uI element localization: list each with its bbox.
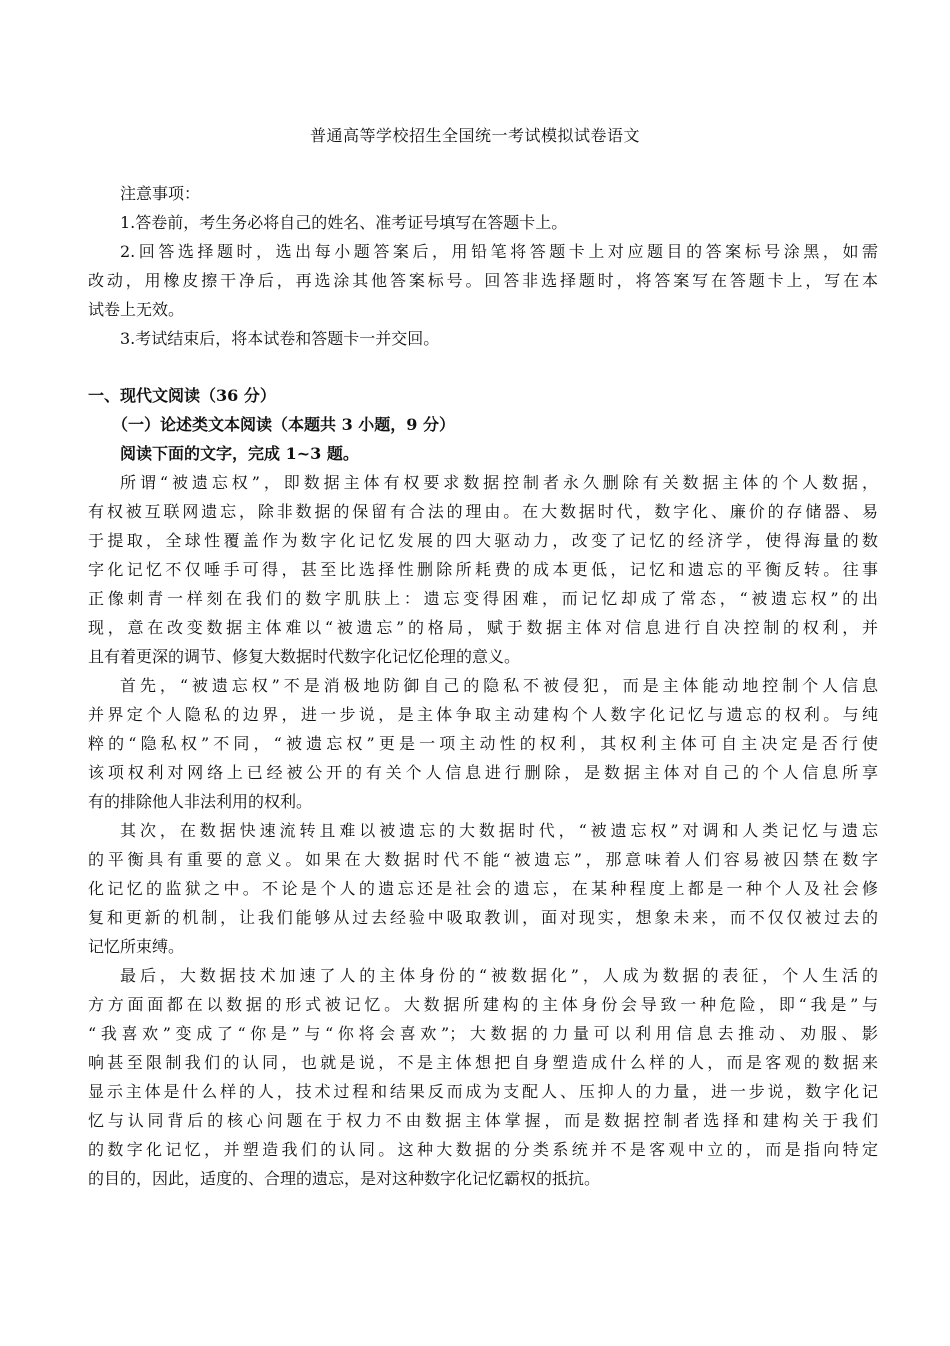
passage-line: 的平衡具有重要的意义。如果在大数据时代不能“被遗忘”，那意味着人们容易被囚禁在数字: [88, 850, 878, 869]
reading-instruction: 阅读下面的文字，完成 1~3 题。: [120, 444, 359, 463]
notes-line: 2.回答选择题时，选出每小题答案后，用铅笔将答题卡上对应题目的答案标号涂黑，如需: [120, 242, 878, 261]
passage-line: 于提取，全球性覆盖作为数字化记忆发展的四大驱动力，改变了记忆的经济学，使得海量的数: [88, 531, 878, 550]
section-heading: 一、现代文阅读（36 分）: [88, 386, 276, 405]
passage-line: 该项权利对网络上已经被公开的有关个人信息进行删除，是数据主体对自己的个人信息所享: [88, 763, 878, 782]
notes-line: 改动，用橡皮擦干净后，再选涂其他答案标号。回答非选择题时，将答案写在答题卡上，写在本: [88, 271, 878, 290]
passage-line: 忆与认同背后的核心问题在于权力不由数据主体掌握，而是数据控制者选择和建构关于我们: [88, 1111, 878, 1130]
section-subheading: （一）论述类文本阅读（本题共 3 小题，9 分）: [112, 415, 455, 434]
passage-line: 首先，“被遗忘权”不是消极地防御自己的隐私不被侵犯，而是主体能动地控制个人信息: [120, 676, 878, 695]
passage-line: 的目的，因此，适度的、合理的遗忘，是对这种数字化记忆霸权的抵抗。: [88, 1169, 601, 1188]
passage-line: “我喜欢”变成了“你是”与“你将会喜欢”；大数据的力量可以利用信息去推动、劝服、影: [88, 1024, 878, 1043]
passage-line: 最后，大数据技术加速了人的主体身份的“被数据化”，人成为数据的表征，个人生活的: [120, 966, 878, 985]
notes-heading: 注意事项：: [120, 184, 201, 203]
notes-line: 1.答卷前，考生务必将自己的姓名、准考证号填写在答题卡上。: [120, 213, 568, 232]
passage-line: 显示主体是什么样的人，技术过程和结果反而成为支配人、压抑人的力量，进一步说，数字化记: [88, 1082, 878, 1101]
passage-line: 粹的“隐私权”不同，“被遗忘权”更是一项主动性的权利，其权利主体可自主决定是否行使: [88, 734, 878, 753]
passage-line: 记忆所束缚。: [88, 937, 185, 956]
notes-line: 3.考试结束后，将本试卷和答题卡一并交回。: [120, 329, 440, 348]
passage-line: 的数字化记忆，并塑造我们的认同。这种大数据的分类系统并不是客观中立的，而是指向特定: [88, 1140, 878, 1159]
passage-line: 所谓“被遗忘权”，即数据主体有权要求数据控制者永久删除有关数据主体的个人数据，: [120, 473, 878, 492]
passage-line: 响甚至限制我们的认同，也就是说，不是主体想把自身塑造成什么样的人，而是客观的数据来: [88, 1053, 878, 1072]
passage-line: 化记忆的监狱之中。不论是个人的遗忘还是社会的遗忘，在某种程度上都是一种个人及社会修: [88, 879, 878, 898]
passage-line: 有权被互联网遗忘，除非数据的保留有合法的理由。在大数据时代，数字化、廉价的存储器、易: [88, 502, 878, 521]
passage-line: 有的排除他人非法利用的权利。: [88, 792, 313, 811]
passage-line: 复和更新的机制，让我们能够从过去经验中吸取教训，面对现实，想象未来，而不仅仅被过去的: [88, 908, 878, 927]
passage-line: 其次，在数据快速流转且难以被遗忘的大数据时代，“被遗忘权”对调和人类记忆与遗忘: [120, 821, 878, 840]
passage-line: 正像刺青一样刻在我们的数字肌肤上：遗忘变得困难，而记忆却成了常态，“被遗忘权”的出: [88, 589, 878, 608]
passage-line: 方方面面都在以数据的形式被记忆。大数据所建构的主体身份会导致一种危险，即“我是”与: [88, 995, 878, 1014]
notes-line: 试卷上无效。: [88, 300, 185, 319]
passage-line: 字化记忆不仅唾手可得，甚至比选择性删除所耗费的成本更低，记忆和遗忘的平衡反转。往事: [88, 560, 878, 579]
passage-line: 并界定个人隐私的边界，进一步说，是主体争取主动建构个人数字化记忆与遗忘的权利。与纯: [88, 705, 878, 724]
passage-line: 现，意在改变数据主体难以“被遗忘”的格局，赋于数据主体对信息进行自决控制的权利，并: [88, 618, 878, 637]
exam-title: 普通高等学校招生全国统一考试模拟试卷语文: [309, 126, 640, 145]
passage-line: 且有着更深的调节、修复大数据时代数字化记忆伦理的意义。: [88, 647, 521, 666]
